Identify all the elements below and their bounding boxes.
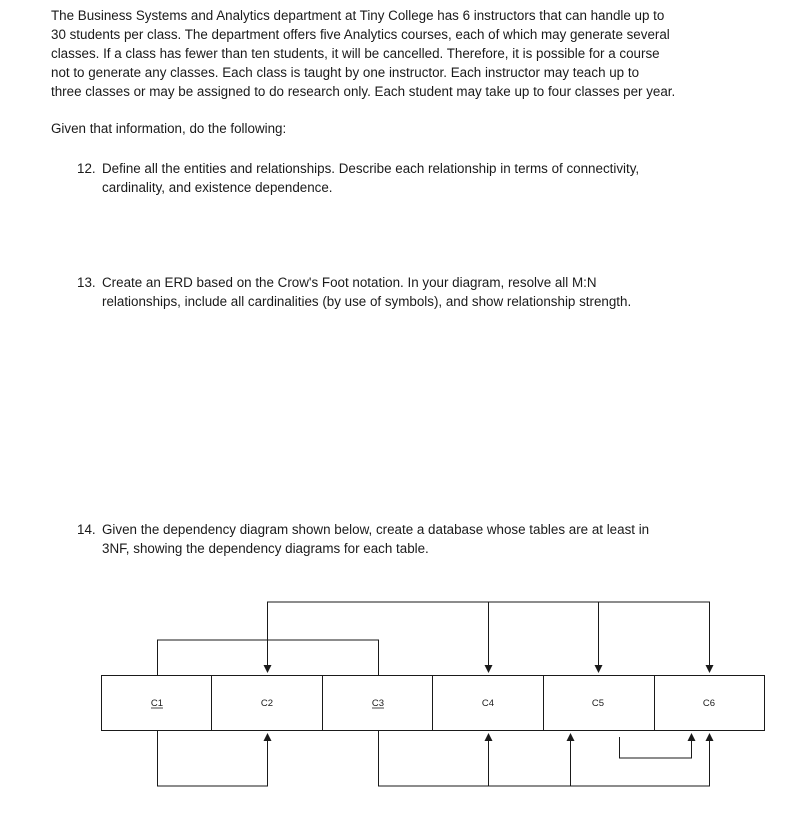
column-label-c3: C3	[371, 698, 385, 709]
question-line: relationships, include all cardinalities (by use of symbols), and show relationship strength.	[102, 294, 632, 309]
question-line: Given the dependency diagram shown below, create a database whose tables are at least in	[102, 522, 650, 537]
question-line: Define all the entities and relationships. Describe each relationship in terms of connectivity,	[102, 161, 640, 176]
problem-line: three classes or may be assigned to do research only. Each student may take up to four classes per year.	[51, 84, 676, 99]
question-line: Create an ERD based on the Crow's Foot notation. In your diagram, resolve all M:N	[102, 275, 597, 290]
problem-line: classes. If a class has fewer than ten students, it will be cancelled. Therefore, it is possible for a course	[51, 46, 660, 61]
dependency-line	[620, 737, 692, 758]
column-label-c5: C5	[591, 698, 605, 709]
column-label-c4: C4	[481, 698, 495, 709]
column-label-c2: C2	[260, 698, 274, 709]
question-line: 3NF, showing the dependency diagrams for each table.	[102, 541, 429, 556]
question-number: 14.	[77, 522, 96, 537]
dependency-line	[158, 731, 268, 786]
column-label-c6: C6	[702, 698, 716, 709]
problem-line: not to generate any classes. Each class is taught by one instructor. Each instructor may teach up to	[51, 65, 640, 80]
question-number: 13.	[77, 275, 96, 290]
problem-line: 30 students per class. The department offers five Analytics courses, each of which may generate several	[51, 27, 670, 42]
question-number: 12.	[77, 161, 96, 176]
instructions-heading: Given that information, do the following:	[51, 121, 287, 136]
column-label-c1: C1	[150, 698, 164, 709]
problem-line: The Business Systems and Analytics department at Tiny College has 6 instructors that can handle up to	[51, 8, 665, 23]
question-line: cardinality, and existence dependence.	[102, 180, 333, 195]
